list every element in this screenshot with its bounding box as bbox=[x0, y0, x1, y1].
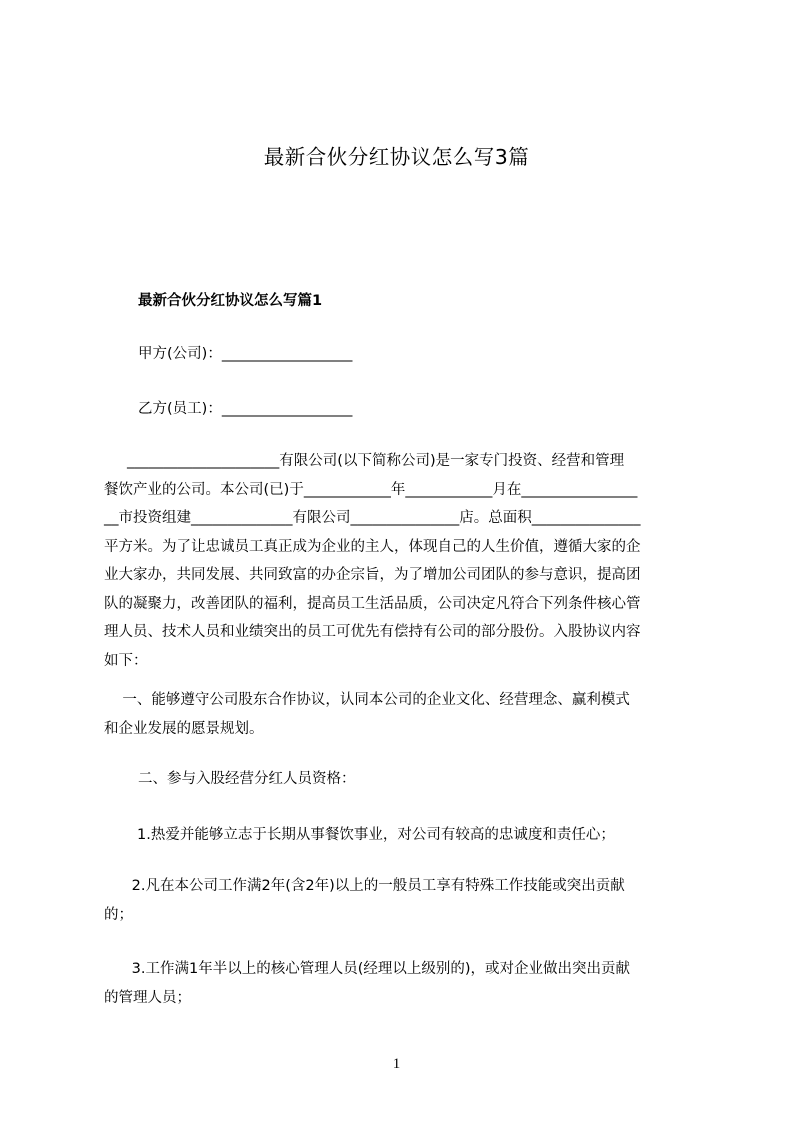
qualification-item-3 bbox=[104, 955, 702, 1012]
page-number: 1 bbox=[392, 1056, 401, 1072]
clause-two-heading: 二、参与入股经营分红人员资格： bbox=[138, 771, 356, 787]
party-b-field: 乙方(员工)：__________________ bbox=[138, 401, 353, 417]
intro-paragraph bbox=[104, 447, 702, 675]
qualification-item-1: 1.热爱并能够立志于长期从事餐饮事业，对公司有较高的忠诚度和责任心； bbox=[137, 827, 615, 843]
intro-line: 餐饮产业的公司。本公司(已)于____________年____________月在________________ bbox=[104, 481, 638, 498]
clause-one-line: 一、能够遵守公司股东合作协议，认同本公司的企业文化、经营理念、赢利模式 bbox=[104, 692, 630, 708]
party-a-field: 甲方(公司)：__________________ bbox=[138, 346, 353, 362]
document-title: 最新合伙分红协议怎么写3篇 bbox=[263, 145, 530, 169]
section-heading: 最新合伙分红协议怎么写篇1 bbox=[138, 293, 323, 309]
intro-line: __市投资组建______________有限公司_______________店。总面积_______________ bbox=[104, 510, 641, 526]
item-two-line: 的； bbox=[104, 906, 133, 923]
clause-one-line: 和企业发展的愿景规划。 bbox=[104, 720, 264, 737]
intro-line: 理人员、技术人员和业绩突出的员工可优先有偿持有公司的部分股份。入股协议内容 bbox=[104, 624, 641, 640]
intro-line: 队的凝聚力，改善团队的福利，提高员工生活品质，公司决定凡符合下列条件核心管 bbox=[104, 595, 641, 612]
clause-one-paragraph bbox=[104, 686, 702, 743]
item-three-line: 的管理人员； bbox=[104, 989, 191, 1006]
intro-line: _____________________有限公司(以下简称公司)是一家专门投资、经营和管理 bbox=[104, 453, 625, 469]
intro-line: 业大家办，共同发展、共同致富的办企宗旨，为了增加公司团队的参与意识，提高团 bbox=[104, 567, 641, 583]
item-three-line: 3.工作满1年半以上的核心管理人员(经理以上级别的)，或对企业做出突出贡献 bbox=[104, 961, 631, 977]
intro-line: 如下： bbox=[104, 652, 148, 669]
qualification-item-2 bbox=[104, 872, 702, 929]
intro-line: 平方米。为了让忠诚员工真正成为企业的主人，体现自己的人生价值，遵循大家的企 bbox=[104, 538, 641, 555]
item-two-line: 2.凡在本公司工作满2年(含2年)以上的一般员工享有特殊工作技能或突出贡献 bbox=[104, 878, 625, 894]
